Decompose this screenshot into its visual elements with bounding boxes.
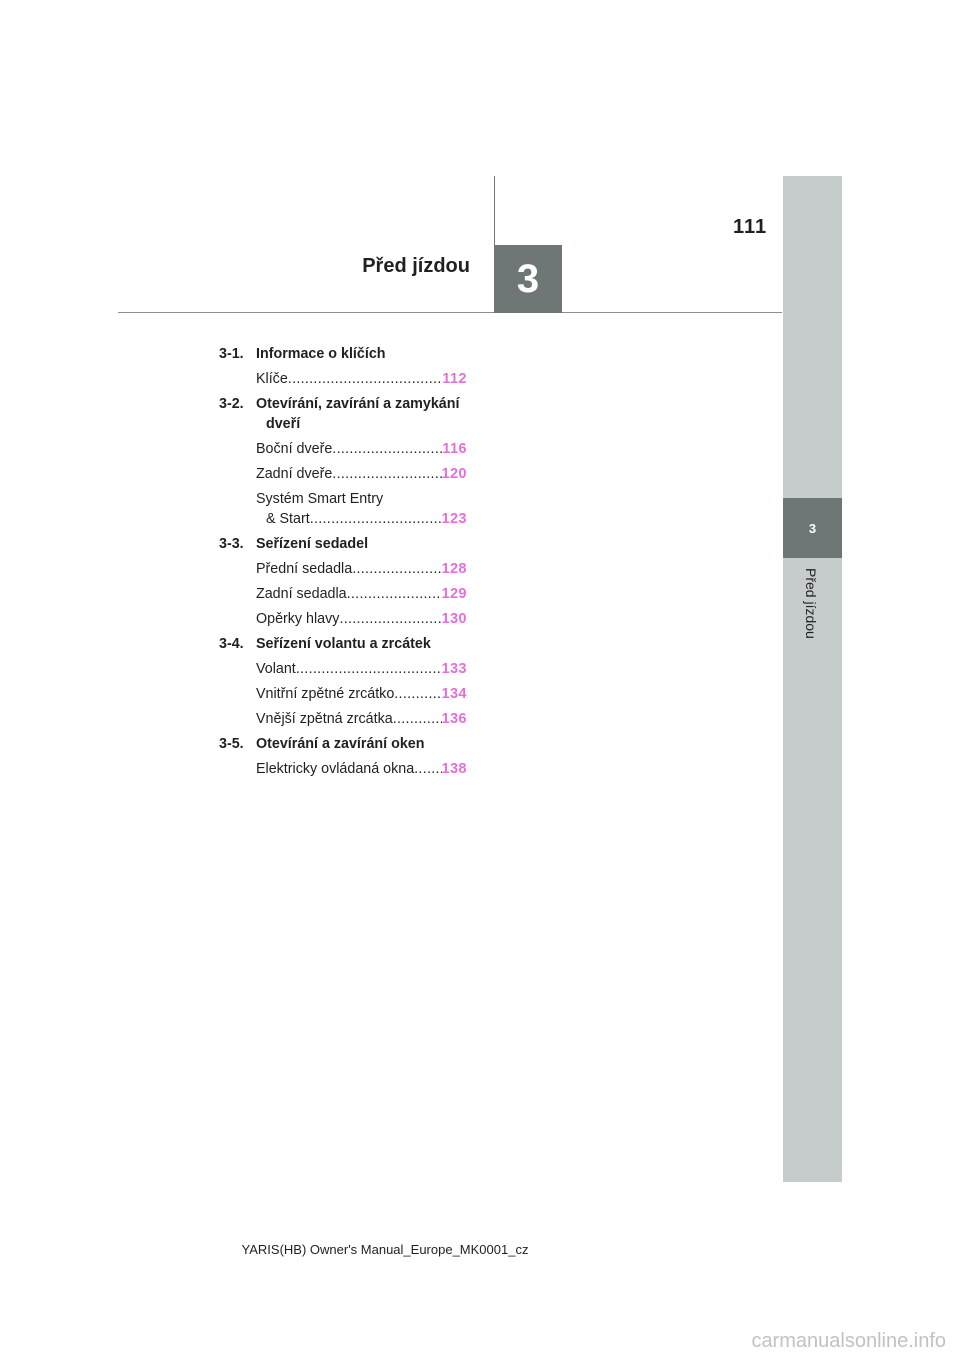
dot-leader: [414, 759, 441, 779]
toc-entry[interactable]: [256, 559, 467, 579]
page-link[interactable]: 120: [441, 466, 467, 482]
side-tab-chapter-marker[interactable]: 3: [783, 498, 842, 558]
dot-leader: [310, 509, 442, 529]
page-link[interactable]: 129: [441, 586, 467, 602]
toc-section-heading: [219, 634, 467, 654]
entry-title: Vnitřní zpětné zrcátko: [256, 686, 395, 702]
entry-title: Volant: [256, 661, 296, 677]
dot-leader: [332, 439, 442, 459]
section-number: 3-2.: [219, 396, 244, 412]
entry-title: Opěrky hlavy: [256, 611, 340, 627]
page-link[interactable]: 112: [442, 371, 467, 387]
entry-title: Klíče: [256, 371, 288, 387]
entry-title: Elektricky ovládaná okna: [256, 761, 415, 777]
entry-title: Zadní dveře: [256, 466, 333, 482]
dot-leader: [332, 464, 441, 484]
toc-entry[interactable]: [256, 464, 467, 484]
toc-entry[interactable]: [256, 489, 467, 529]
section-title: Otevírání a zavírání oken: [256, 736, 425, 752]
toc-entry[interactable]: [256, 759, 467, 779]
section-number: 3-3.: [219, 536, 244, 552]
header-vertical-rule: [494, 176, 495, 246]
section-title: [256, 394, 467, 434]
toc-entry[interactable]: [256, 684, 467, 704]
side-tab-bar: [783, 176, 842, 1182]
page-link[interactable]: 123: [441, 511, 467, 527]
dot-leader: [288, 369, 443, 389]
entry-title: Vnější zpětná zrcátka: [256, 711, 393, 727]
page-link[interactable]: 133: [441, 661, 467, 677]
page-link[interactable]: 136: [441, 711, 467, 727]
section-title: Informace o klíčích: [256, 346, 386, 362]
watermark: carmanualsonline.info: [751, 1330, 946, 1352]
section-number: 3-5.: [219, 736, 244, 752]
entry-title: Zadní sedadla: [256, 586, 347, 602]
dot-leader: [393, 709, 442, 729]
entry-title: Systém Smart Entry: [256, 491, 384, 507]
dot-leader: [339, 609, 441, 629]
entry-title: & Start: [266, 511, 310, 527]
toc-entry[interactable]: [256, 659, 467, 679]
toc-section-heading: [219, 394, 467, 434]
toc-entry[interactable]: [256, 439, 467, 459]
dot-leader: [296, 659, 442, 679]
toc-entry[interactable]: [256, 369, 467, 389]
toc-section-heading: [219, 344, 467, 364]
section-title-line: Otevírání, zavírání a zamykání: [256, 396, 460, 412]
section-title: Seřízení sedadel: [256, 536, 369, 552]
page-link[interactable]: 128: [441, 561, 467, 577]
entry-title: Boční dveře: [256, 441, 333, 457]
chapter-title: Před jízdou: [362, 255, 470, 277]
chapter-number-box: 3: [494, 245, 562, 313]
page-link[interactable]: 116: [442, 441, 467, 457]
section-number: 3-4.: [219, 636, 244, 652]
side-tab-label: Před jízdou: [803, 568, 819, 639]
page-footer: [0, 1242, 960, 1257]
header-horizontal-rule: [118, 312, 782, 313]
page-link[interactable]: 130: [441, 611, 467, 627]
page-number: 111: [733, 216, 768, 238]
dot-leader: [352, 559, 441, 579]
entry-title: Přední sedadla: [256, 561, 353, 577]
section-number: 3-1.: [219, 346, 244, 362]
toc-entry[interactable]: [256, 584, 467, 604]
page-link[interactable]: 138: [441, 761, 467, 777]
footer-text: YARIS(HB) Owner's Manual_Europe_MK0001_cz: [241, 1242, 529, 1257]
dot-leader: [347, 584, 442, 604]
section-title-line: dveří: [266, 416, 301, 432]
toc-entry-continuation: [256, 509, 467, 529]
page-link[interactable]: 134: [441, 686, 467, 702]
table-of-contents: [219, 344, 467, 779]
dot-leader: [394, 684, 441, 704]
toc-section-heading: [219, 534, 467, 554]
toc-entry[interactable]: [256, 709, 467, 729]
toc-section-heading: [219, 734, 467, 754]
toc-entry[interactable]: [256, 609, 467, 629]
section-title: Seřízení volantu a zrcátek: [256, 636, 431, 652]
